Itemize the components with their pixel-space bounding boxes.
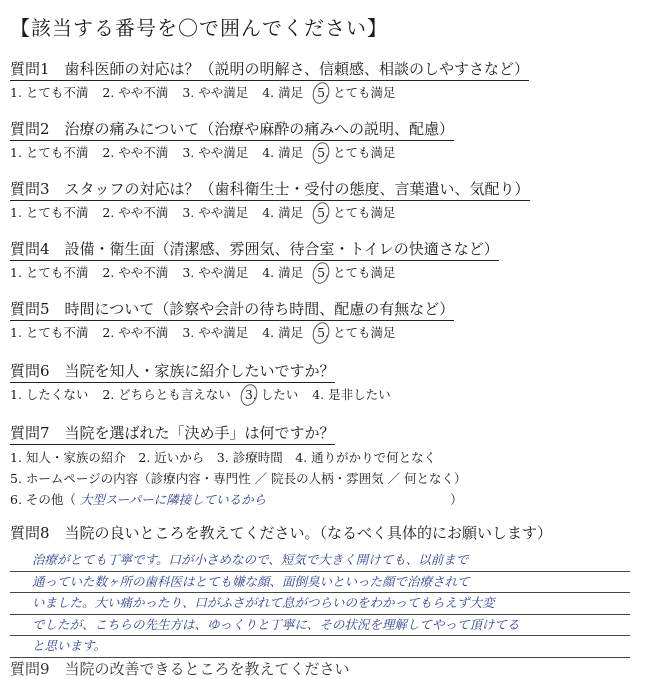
page-header: 【該当する番号を〇で囲んでください】 [10, 16, 388, 40]
option[interactable]: 4. 満足 [262, 85, 304, 100]
option[interactable]: 4. 満足 [262, 205, 304, 220]
option[interactable]: 1. したくない [10, 387, 89, 402]
option[interactable]: 2. どちらとも言えない [102, 387, 231, 402]
question-5-options [10, 323, 630, 341]
option[interactable]: 2. やや不満 [102, 265, 169, 280]
option[interactable]: 4. 満足 [262, 325, 304, 340]
option[interactable]: 4. 是非したい [312, 387, 391, 402]
question-6-title: 質問6 当院を知人・家族に紹介したいですか？ [10, 360, 335, 383]
question-8-title: 質問8 当院の良いところを教えてください。（なるべく具体的にお願いします） [10, 524, 553, 542]
selected-option[interactable]: 5. とても満足 [317, 265, 396, 280]
question-3-options [10, 203, 630, 221]
question-7-title: 質問7 当院を選ばれた「決め手」は何ですか？ [10, 422, 335, 445]
question-1 [10, 58, 630, 101]
selected-option[interactable]: 5. とても満足 [317, 205, 396, 220]
answer-line: いました。大い痛かったり、口がふさがれて息がつらいのをわかってもらえず大変 [10, 593, 630, 615]
selected-option[interactable]: 3. したい [244, 387, 299, 402]
question-7-options-line-2: 5. ホームページの内容（診療内容・専門性 ／ 院長の人柄・雰囲気 ／ 何となく） [10, 471, 467, 486]
answer-line: 通っていた数ヶ所の歯科医はとても嫌な顔、面倒臭いといった顔で治療されて [10, 572, 630, 594]
option[interactable]: 1. とても不満 [10, 325, 89, 340]
option[interactable]: 2. やや不満 [102, 145, 169, 160]
question-1-options [10, 83, 630, 101]
selected-option[interactable]: 5. とても満足 [317, 85, 396, 100]
option[interactable]: 3. やや満足 [182, 205, 249, 220]
option[interactable]: 1. とても不満 [10, 145, 89, 160]
option[interactable]: 2. やや不満 [102, 325, 169, 340]
question-2 [10, 118, 630, 161]
question-3-title: 質問3 スタッフの対応は？（歯科衛生士・受付の態度、言葉遣い、気配り） [10, 178, 530, 201]
option[interactable]: 2. やや不満 [102, 205, 169, 220]
option[interactable]: 4. 満足 [262, 265, 304, 280]
question-4-title: 質問4 設備・衛生面（清潔感、雰囲気、待合室・トイレの快適さなど） [10, 238, 499, 261]
question-5-title: 質問5 時間について（診察や会計の待ち時間、配慮の有無など） [10, 298, 454, 321]
question-7-options-line-1: 1. 知人・家族の紹介 2. 近いから 3. 診療時間 4. 通りがかりで何となく [10, 450, 437, 465]
option[interactable]: 1. とても不満 [10, 265, 89, 280]
question-3 [10, 178, 630, 221]
option[interactable]: 2. やや不満 [102, 85, 169, 100]
question-7 [10, 422, 630, 508]
selected-option[interactable]: 5. とても満足 [317, 145, 396, 160]
answer-line: でしたが、こちらの先生方は、ゆっくりと丁寧に、その状況を理解してやって頂けてる [10, 615, 630, 637]
other-handwritten-answer: 大型スーパーに隣接しているから [79, 492, 267, 507]
question-6 [10, 360, 630, 403]
option[interactable]: 3. やや満足 [182, 265, 249, 280]
question-4-options [10, 263, 630, 281]
option[interactable]: 1. とても不満 [10, 85, 89, 100]
question-7-options-line-3 [10, 490, 630, 508]
answer-line: と思います。 [10, 636, 630, 658]
option[interactable]: 3. やや満足 [182, 325, 249, 340]
selected-option[interactable]: 5. とても満足 [317, 325, 396, 340]
question-4 [10, 238, 630, 281]
question-6-options [10, 385, 630, 403]
question-5 [10, 298, 630, 341]
option[interactable]: 3. やや満足 [182, 145, 249, 160]
option[interactable]: 4. 満足 [262, 145, 304, 160]
question-8-answer-lines [10, 550, 630, 658]
answer-line: 治療がとても丁寧です。口が小さめなので、短気で大きく開けても、以前まで [10, 550, 630, 572]
option[interactable]: 1. とても不満 [10, 205, 89, 220]
question-2-title: 質問2 治療の痛みについて（治療や麻酔の痛みへの説明、配慮） [10, 118, 454, 141]
other-prefix: 6. その他（ [10, 492, 76, 507]
option[interactable]: 3. やや満足 [182, 85, 249, 100]
question-2-options [10, 143, 630, 161]
other-suffix: ） [450, 492, 463, 507]
question-8 [10, 522, 630, 658]
question-1-title: 質問1 歯科医師の対応は？（説明の明解さ、信頼感、相談のしやすさなど） [10, 58, 529, 81]
question-9-partial: 質問9 当院の改善できるところを教えてください [10, 660, 350, 678]
